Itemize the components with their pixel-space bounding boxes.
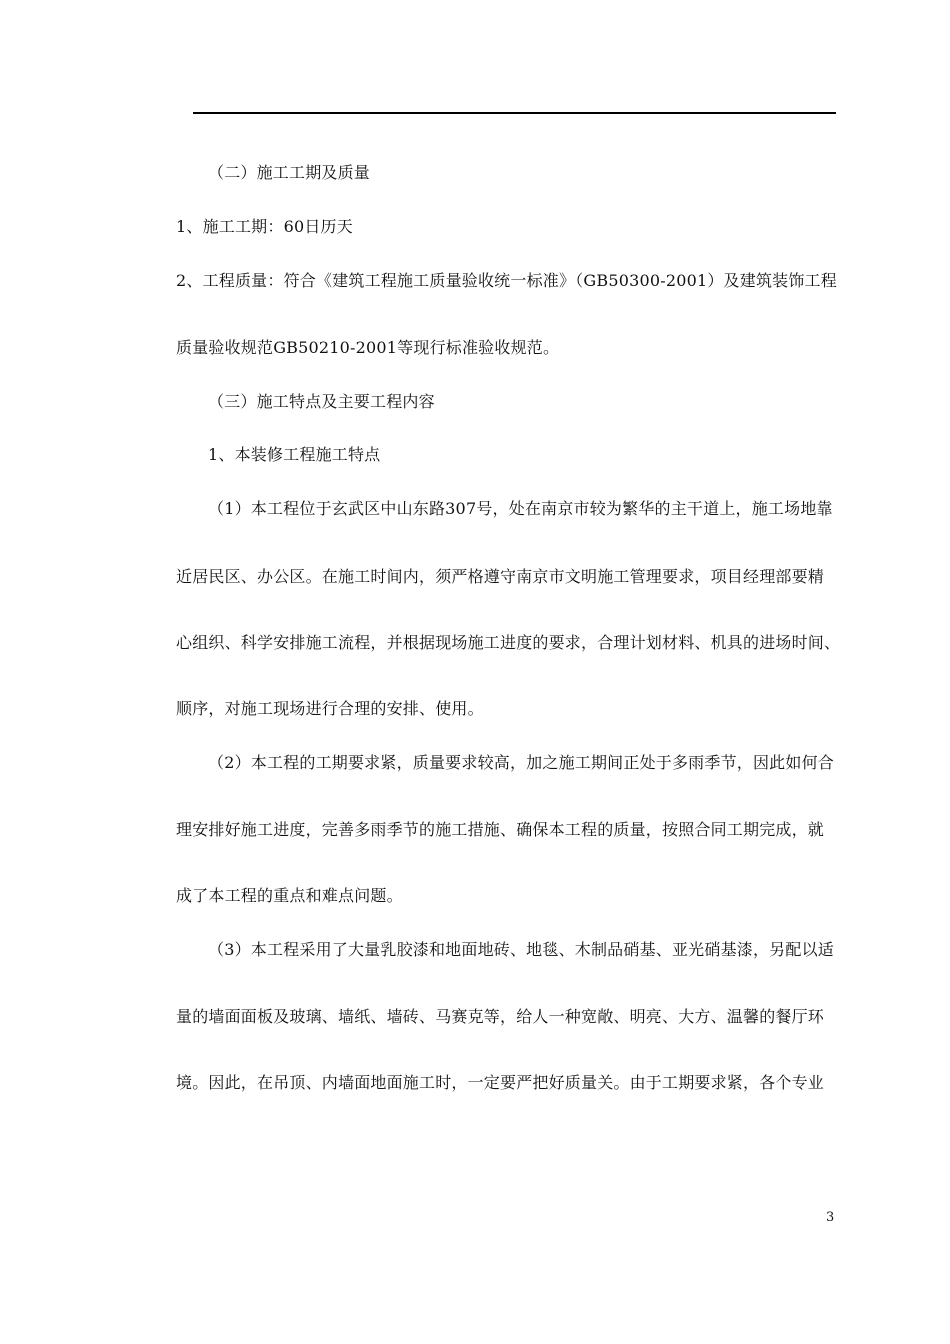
subheading-1: 1、本装修工程施工特点 xyxy=(208,445,381,464)
paragraph-3-line-2: 量的墙面面板及玻璃、墙纸、墙砖、马赛克等，给人一种宽敞、明亮、大方、温馨的餐厅环 xyxy=(176,1007,825,1026)
paragraph-3-line-3: 境。因此，在吊顶、内墙面地面施工时，一定要严把好质量关。由于工期要求紧，各个专业 xyxy=(176,1073,825,1092)
paragraph-1-line-1: （1）本工程位于玄武区中山东路307号，处在南京市较为繁华的主干道上，施工场地靠 xyxy=(208,499,833,518)
paragraph-2-line-3: 成了本工程的重点和难点问题。 xyxy=(176,886,403,905)
section-3-heading: （三）施工特点及主要工程内容 xyxy=(208,392,435,411)
paragraph-1-line-4: 顺序，对施工现场进行合理的安排、使用。 xyxy=(176,699,484,718)
header-rule xyxy=(193,112,836,114)
paragraph-2-line-1: （2）本工程的工期要求紧，质量要求较高，加之施工期间正处于多雨季节，因此如何合 xyxy=(208,753,834,772)
section-2-heading: （二）施工工期及质量 xyxy=(208,163,371,182)
paragraph-1-line-2: 近居民区、办公区。在施工时间内，须严格遵守南京市文明施工管理要求，项目经理部要精 xyxy=(176,567,825,586)
quality-line-2: 质量验收规范GB50210-2001等现行标准验收规范。 xyxy=(176,338,560,357)
paragraph-2-line-2: 理安排好施工进度，完善多雨季节的施工措施、确保本工程的质量，按照合同工期完成，就 xyxy=(176,820,825,839)
page-number: 3 xyxy=(826,1210,835,1225)
paragraph-3-line-1: （3）本工程采用了大量乳胶漆和地面地砖、地毯、木制品硝基、亚光硝基漆，另配以适 xyxy=(208,940,834,959)
quality-line-1: 2、工程质量：符合《建筑工程施工质量验收统一标准》（GB50300-2001）及建筑装饰工程 xyxy=(176,271,837,290)
paragraph-1-line-3: 心组织、科学安排施工流程，并根据现场施工进度的要求，合理计划材料、机具的进场时间、 xyxy=(176,633,841,652)
duration-line: 1、施工工期：60日历天 xyxy=(176,217,353,236)
